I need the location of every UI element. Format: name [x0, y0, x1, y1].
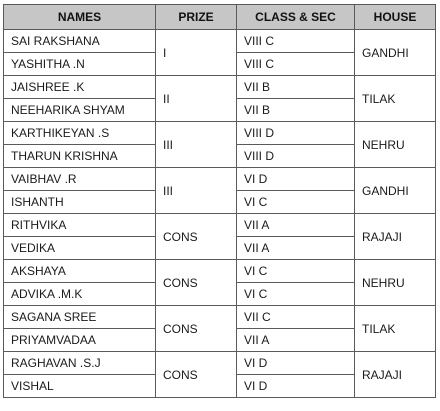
class-sec-cell: VI C	[237, 260, 355, 283]
prize-cell: III	[156, 168, 237, 214]
class-sec-cell: VII A	[237, 214, 355, 237]
header-house: HOUSE	[355, 5, 436, 30]
prize-cell: CONS	[156, 260, 237, 306]
name-cell: NEEHARIKA SHYAM	[4, 99, 156, 122]
class-sec-cell: VIII D	[237, 145, 355, 168]
name-cell: JAISHREE .K	[4, 76, 156, 99]
class-sec-cell: VI C	[237, 191, 355, 214]
name-cell: ISHANTH	[4, 191, 156, 214]
table-row	[4, 214, 436, 237]
name-cell: YASHITHA .N	[4, 53, 156, 76]
table-row	[4, 168, 436, 191]
class-sec-cell: VII A	[237, 329, 355, 352]
prize-cell: CONS	[156, 352, 237, 398]
class-sec-cell: VI D	[237, 352, 355, 375]
name-cell: VEDIKA	[4, 237, 156, 260]
results-table	[3, 4, 436, 398]
table-row	[4, 30, 436, 53]
prize-cell: II	[156, 76, 237, 122]
name-cell: KARTHIKEYAN .S	[4, 122, 156, 145]
table-body	[4, 30, 436, 398]
house-cell: NEHRU	[355, 122, 436, 168]
name-cell: SAI RAKSHANA	[4, 30, 156, 53]
house-cell: RAJAJI	[355, 214, 436, 260]
header-names: NAMES	[4, 5, 156, 30]
table-row	[4, 76, 436, 99]
header-row	[4, 5, 436, 30]
table-row	[4, 306, 436, 329]
prize-cell: CONS	[156, 214, 237, 260]
house-cell: TILAK	[355, 76, 436, 122]
house-cell: GANDHI	[355, 30, 436, 76]
class-sec-cell: VI C	[237, 283, 355, 306]
name-cell: VAIBHAV .R	[4, 168, 156, 191]
class-sec-cell: VII B	[237, 76, 355, 99]
name-cell: SAGANA SREE	[4, 306, 156, 329]
header-prize: PRIZE	[156, 5, 237, 30]
house-cell: GANDHI	[355, 168, 436, 214]
name-cell: AKSHAYA	[4, 260, 156, 283]
class-sec-cell: VI D	[237, 375, 355, 398]
header-class-sec: CLASS & SEC	[237, 5, 355, 30]
house-cell: NEHRU	[355, 260, 436, 306]
table-row	[4, 260, 436, 283]
name-cell: RAGHAVAN .S.J	[4, 352, 156, 375]
class-sec-cell: VII B	[237, 99, 355, 122]
name-cell: ADVIKA .M.K	[4, 283, 156, 306]
class-sec-cell: VII C	[237, 306, 355, 329]
prize-cell: III	[156, 122, 237, 168]
name-cell: PRIYAMVADAA	[4, 329, 156, 352]
prize-cell: CONS	[156, 306, 237, 352]
class-sec-cell: VII A	[237, 237, 355, 260]
house-cell: TILAK	[355, 306, 436, 352]
name-cell: VISHAL	[4, 375, 156, 398]
table-row	[4, 122, 436, 145]
prize-cell: I	[156, 30, 237, 76]
class-sec-cell: VI D	[237, 168, 355, 191]
house-cell: RAJAJI	[355, 352, 436, 398]
name-cell: RITHVIKA	[4, 214, 156, 237]
class-sec-cell: VIII C	[237, 30, 355, 53]
table-row	[4, 352, 436, 375]
class-sec-cell: VIII D	[237, 122, 355, 145]
class-sec-cell: VIII C	[237, 53, 355, 76]
name-cell: THARUN KRISHNA	[4, 145, 156, 168]
